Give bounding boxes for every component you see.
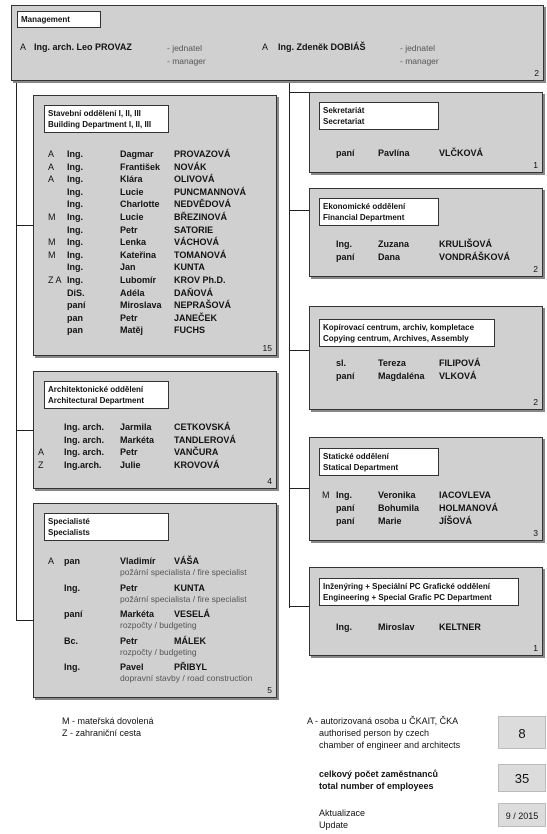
connector-right-h3 — [289, 350, 309, 351]
secretariat-count: 1 — [533, 160, 538, 170]
person-last-name: MÁLEK — [174, 635, 206, 646]
person-title: Ing. arch. — [64, 447, 105, 458]
person-last-name: VÁŠA — [174, 556, 200, 566]
person-first-name: Petr — [120, 635, 138, 646]
person-title: paní — [67, 300, 86, 311]
copying-centre-box — [309, 306, 543, 410]
engineering-count: 1 — [533, 643, 538, 653]
person-last-name: VESELÁ — [174, 609, 211, 619]
person-title: paní — [336, 148, 355, 158]
auth-mark: A — [48, 149, 55, 159]
auth-mark: Z A — [48, 275, 62, 285]
person-last-name: FILIPOVÁ — [439, 358, 481, 368]
person-row — [34, 324, 278, 336]
engineering-department-box — [309, 567, 543, 656]
person-row — [310, 489, 544, 501]
specialist-role: rozpočty / budgeting — [120, 620, 197, 630]
specialist-role: dopravní stavby / road construction — [120, 673, 253, 683]
connector-right-h4 — [289, 488, 309, 489]
person-title: Ing. arch. — [64, 434, 105, 445]
person-first-name: Petr — [120, 224, 138, 235]
person-row — [34, 434, 278, 446]
auth-mark: A — [20, 42, 27, 52]
person-last-name: FUCHS — [174, 325, 205, 336]
person-row — [34, 312, 278, 324]
person-row — [34, 148, 278, 160]
person-last-name: NEDVĚDOVÁ — [174, 199, 232, 210]
building-title — [44, 105, 169, 133]
person-first-name: Jarmila — [120, 422, 152, 432]
auth-mark: A — [38, 447, 45, 458]
person-last-name: CETKOVSKÁ — [174, 422, 231, 432]
person-first-name: Kateřina — [120, 249, 157, 260]
person-first-name: Jan — [120, 262, 136, 273]
person-last-name: BŘEZINOVÁ — [174, 212, 228, 222]
person-last-name: DAŇOVÁ — [174, 287, 214, 298]
person-last-name: VLKOVÁ — [439, 371, 477, 381]
financial-title — [319, 198, 439, 226]
engineering-title — [319, 578, 519, 606]
person-title: Ing. — [67, 262, 83, 273]
person-title: Bc. — [64, 635, 79, 646]
person-row — [34, 287, 278, 299]
person-row — [34, 555, 278, 577]
person-title: Ing. — [336, 490, 352, 500]
person-first-name: Pavlína — [378, 148, 410, 158]
person-first-name: Klára — [120, 174, 143, 185]
title-cz: Architektonické oddělení — [48, 385, 144, 394]
person-row — [310, 621, 544, 633]
person-first-name: Lenka — [120, 237, 147, 248]
person-title: Ing. — [67, 212, 83, 222]
person-first-name: Lucie — [120, 212, 144, 222]
auth-mark: M — [48, 212, 56, 222]
person-title: DiS. — [67, 287, 85, 298]
person-first-name: Dana — [378, 252, 401, 262]
person-row — [34, 274, 278, 286]
person-last-name: KROV Ph.D. — [174, 275, 226, 285]
title-cz: Stavební oddělení I, II, III — [48, 109, 141, 118]
connector-right-h2 — [289, 210, 309, 211]
person-title: Ing. — [67, 174, 83, 185]
auth-mark: A — [48, 174, 55, 185]
person-last-name: PUNCMANNOVÁ — [174, 186, 246, 197]
person-title: Ing. — [67, 275, 83, 285]
person-last-name: KRULIŠOVÁ — [439, 239, 493, 249]
building-count: 15 — [262, 343, 272, 353]
management-person-1 — [12, 41, 262, 53]
person-title: pan — [67, 325, 84, 336]
financial-department-box — [309, 188, 543, 277]
person-row — [34, 608, 278, 630]
financial-count: 2 — [533, 264, 538, 274]
secretariat-title — [319, 102, 439, 130]
auth-mark: M — [48, 237, 56, 248]
person-row — [34, 299, 278, 311]
management-count: 2 — [534, 68, 539, 78]
person-first-name: Adéla — [120, 287, 145, 298]
connector-left-vertical — [16, 81, 17, 621]
person-title: Ing. arch. — [64, 422, 105, 432]
person-first-name: Lucie — [120, 186, 144, 197]
role-cz: - jednatel — [400, 43, 435, 53]
person-first-name: František — [120, 161, 161, 172]
title-cz: Ekonomické oddělení — [323, 202, 406, 211]
management-title: Management — [17, 11, 101, 28]
person-title: paní — [336, 371, 355, 381]
person-first-name: Dagmar — [120, 149, 154, 159]
connector-right-h1 — [289, 92, 309, 93]
person-title: Ing. — [336, 622, 352, 632]
person-row — [310, 357, 544, 369]
person-first-name: Petr — [120, 582, 138, 593]
person-title: Ing. — [67, 186, 83, 197]
legend-authorised-en-1: authorised person by czech — [319, 728, 430, 738]
specialists-count: 5 — [267, 685, 272, 695]
person-row — [34, 161, 278, 173]
auth-mark: A — [48, 161, 55, 172]
person-first-name: Zuzana — [378, 239, 410, 249]
person-last-name: JÍŠOVÁ — [439, 516, 473, 526]
person-last-name: TANDLEROVÁ — [174, 434, 236, 445]
specialist-role: požární specialista / fire specialist — [120, 593, 247, 604]
specialists-title — [44, 513, 169, 541]
title-cz: Statické oddělení — [323, 452, 389, 461]
building-department-box — [33, 95, 277, 356]
person-title: paní — [336, 516, 355, 526]
person-first-name: Vladimír — [120, 556, 156, 566]
person-row — [34, 198, 278, 210]
connector-right-h5 — [289, 606, 309, 607]
person-last-name: TOMANOVÁ — [174, 249, 227, 260]
person-first-name: Tereza — [378, 358, 406, 368]
title-cz: Kopírovací centrum, archiv, kompletace — [323, 323, 475, 332]
person-first-name: Miroslav — [378, 622, 415, 632]
person-first-name: Petr — [120, 447, 138, 458]
person-last-name: VÁCHOVÁ — [174, 237, 220, 248]
statical-department-box — [309, 437, 543, 541]
person-row — [34, 661, 278, 683]
title-en: Building Department I, II, III — [48, 120, 152, 129]
person-row — [34, 261, 278, 273]
update-label-cz: Aktualizace — [319, 808, 366, 818]
legend-abroad: Z - zahraniční cesta — [62, 728, 142, 738]
person-title: Ing. — [67, 161, 83, 172]
person-row — [34, 173, 278, 185]
auth-mark: A — [48, 556, 55, 566]
total-count-box: 35 — [498, 764, 546, 792]
person-first-name: Matěj — [120, 325, 144, 336]
legend-maternity: M - mateřská dovolená — [62, 716, 154, 726]
title-cz: Sekretariát — [323, 106, 365, 115]
specialist-role: požární specialista / fire specialist — [120, 567, 247, 577]
person-row — [34, 582, 278, 604]
person-title: Ing. — [64, 662, 80, 672]
person-last-name: KROVOVÁ — [174, 459, 220, 470]
person-first-name: Charlotte — [120, 199, 160, 210]
connector-left-h1 — [16, 225, 34, 226]
person-row — [310, 370, 544, 382]
management-box — [11, 5, 544, 81]
total-label-cz: celkový počet zaměstnanců — [319, 769, 439, 779]
auth-mark: M — [322, 490, 330, 500]
connector-left-h3 — [16, 620, 34, 621]
person-first-name: Bohumila — [378, 503, 420, 513]
statical-count: 3 — [533, 528, 538, 538]
person-title: paní — [64, 609, 83, 619]
person-title: pan — [67, 312, 84, 323]
person-first-name: Marie — [378, 516, 402, 526]
person-row — [34, 224, 278, 236]
person-row — [34, 421, 278, 433]
person-first-name: Markéta — [120, 434, 155, 445]
person-title: paní — [336, 503, 355, 513]
legend-authorised-cz: A - autorizovaná osoba u ČKAIT, ČKA — [307, 716, 459, 726]
person-first-name: Magdaléna — [378, 371, 425, 381]
person-last-name: PROVAZOVÁ — [174, 149, 231, 159]
connector-left-h2 — [16, 430, 34, 431]
title-cz: Inženýring + Speciální PC Grafické oddělení — [323, 582, 490, 591]
auth-mark: M — [48, 249, 56, 260]
title-en: Architectural Department — [48, 396, 145, 405]
person-row — [310, 238, 544, 250]
person-last-name: VONDRÁŠKOVÁ — [439, 252, 511, 262]
secretariat-box — [309, 92, 543, 173]
person-last-name: PŘIBYL — [174, 662, 208, 672]
person-row — [34, 635, 278, 657]
person-last-name: HOLMANOVÁ — [439, 503, 498, 513]
person-last-name: NOVÁK — [174, 161, 207, 172]
update-label-en: Update — [319, 820, 349, 830]
authorised-count-box: 8 — [498, 716, 546, 749]
architectural-title — [44, 381, 169, 409]
role-en: - manager — [167, 56, 206, 66]
person-row — [34, 249, 278, 261]
person-title: sl. — [336, 358, 347, 368]
person-title: paní — [336, 252, 355, 262]
title-en: Secretariat — [323, 117, 365, 126]
person-name: Ing. arch. Leo PROVAZ — [34, 42, 132, 52]
person-title: Ing. — [67, 199, 83, 210]
architectural-department-box — [33, 371, 277, 489]
person-first-name: Miroslava — [120, 300, 162, 311]
person-row — [310, 515, 544, 527]
person-first-name: Markéta — [120, 609, 155, 619]
statical-title — [319, 448, 439, 476]
role-en: - manager — [400, 56, 439, 66]
role-cz: - jednatel — [167, 43, 202, 53]
person-title: pan — [64, 556, 81, 566]
person-last-name: VLČKOVÁ — [439, 148, 484, 158]
person-first-name: Petr — [120, 312, 138, 323]
person-row — [310, 502, 544, 514]
person-first-name: Pavel — [120, 662, 144, 672]
person-last-name: VANČURA — [174, 447, 219, 458]
person-row — [34, 459, 278, 471]
person-last-name: KUNTA — [174, 262, 205, 273]
person-name: Ing. Zdeněk DOBIÁŠ — [278, 42, 366, 52]
title-en: Statical Department — [323, 463, 399, 472]
copying-title — [319, 319, 495, 347]
person-last-name: JANEČEK — [174, 312, 218, 323]
person-row — [310, 147, 544, 159]
person-first-name: Veronika — [378, 490, 416, 500]
connector-right-vertical — [289, 81, 290, 608]
auth-mark: Z — [38, 459, 44, 470]
person-title: Ing.arch. — [64, 459, 102, 470]
copying-count: 2 — [533, 397, 538, 407]
auth-mark: A — [262, 42, 269, 52]
person-last-name: SATORIE — [174, 224, 214, 235]
person-last-name: NEPRAŠOVÁ — [174, 300, 232, 311]
title-en: Specialists — [48, 528, 90, 537]
title-en: Copying centrum, Archives, Assembly — [323, 334, 469, 343]
management-person-2 — [262, 41, 422, 53]
person-row — [310, 251, 544, 263]
person-last-name: IACOVLEVA — [439, 490, 491, 500]
specialists-box — [33, 503, 277, 698]
person-title: Ing. — [336, 239, 352, 249]
person-row — [34, 211, 278, 223]
person-first-name: Lubomír — [120, 275, 156, 285]
person-title: Ing. — [64, 582, 80, 593]
person-title: Ing. — [67, 224, 83, 235]
legend-authorised-en-2: chamber of engineer and architects — [319, 740, 461, 750]
total-label-en: total number of employees — [319, 781, 434, 791]
specialist-role: rozpočty / budgeting — [120, 646, 197, 657]
person-first-name: Julie — [120, 459, 141, 470]
person-row — [34, 186, 278, 198]
person-row — [34, 236, 278, 248]
person-last-name: KUNTA — [174, 582, 205, 593]
person-last-name: KELTNER — [439, 622, 481, 632]
person-row — [34, 446, 278, 458]
person-last-name: OLIVOVÁ — [174, 174, 215, 185]
architectural-count: 4 — [267, 476, 272, 486]
title-en: Financial Department — [323, 213, 405, 222]
update-box: 9 / 2015 — [498, 803, 546, 827]
person-title: Ing. — [67, 149, 83, 159]
person-title: Ing. — [67, 237, 83, 248]
title-cz: Specialisté — [48, 517, 90, 526]
person-title: Ing. — [67, 249, 83, 260]
title-en: Engineering + Special Grafic PC Department — [323, 593, 492, 602]
